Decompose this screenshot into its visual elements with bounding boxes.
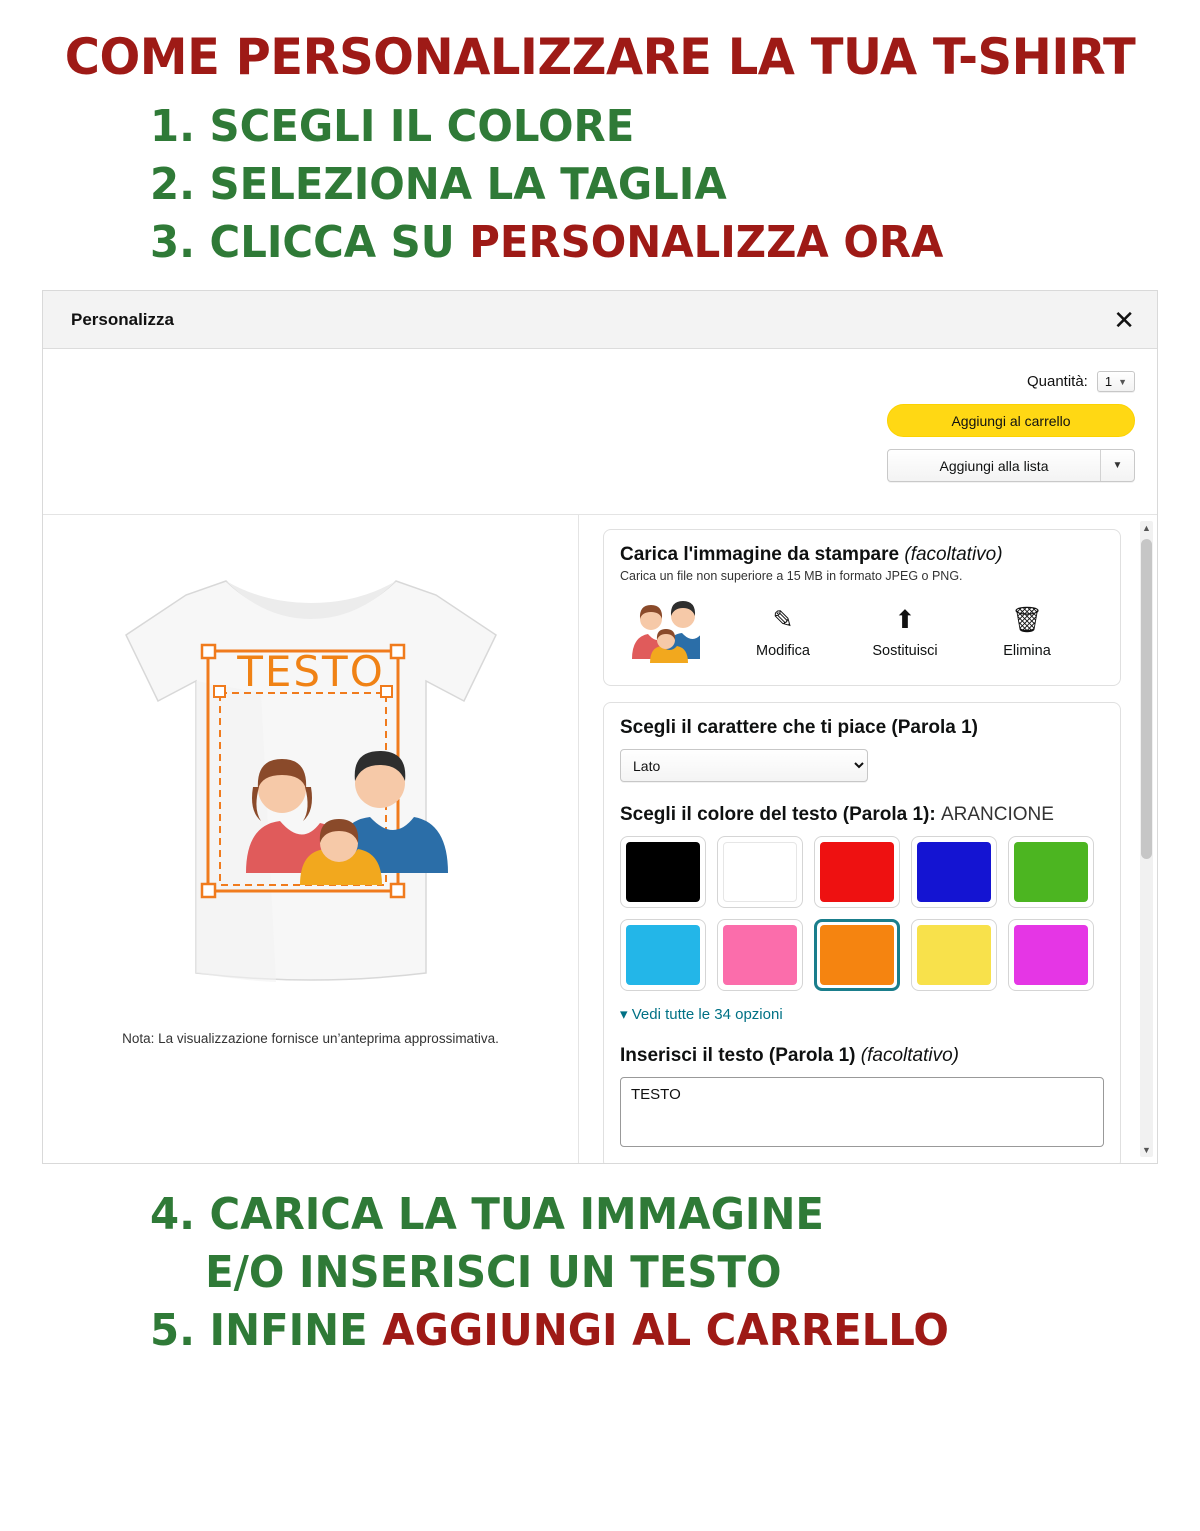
options-pane <box>579 515 1157 1163</box>
step-text: CARICA LA TUA IMMAGINE <box>209 1189 824 1241</box>
color-swatch-bianco[interactable] <box>717 836 803 908</box>
upload-title <box>620 544 1104 566</box>
text-input-field[interactable] <box>620 1077 1104 1147</box>
chevron-down-icon: ▾ <box>620 1006 628 1024</box>
tshirt-graphic <box>96 543 526 1013</box>
edit-image-label: Modifica <box>756 643 810 660</box>
step-item <box>150 1302 1148 1360</box>
buybox <box>43 349 1157 515</box>
upload-icon: ⬆ <box>894 606 916 635</box>
color-swatch-nero[interactable] <box>620 836 706 908</box>
upload-title-optional: (facoltativo) <box>904 544 1003 566</box>
color-swatch-rosa[interactable] <box>717 919 803 991</box>
delete-image-button[interactable] <box>988 605 1066 659</box>
text-color-title <box>620 804 1104 826</box>
step-number: 4. <box>150 1189 195 1241</box>
color-swatch-magenta[interactable] <box>1008 919 1094 991</box>
upload-image-card <box>603 529 1121 686</box>
add-to-list-label: Aggiungi alla lista <box>939 457 1049 474</box>
step-text: INFINE <box>209 1305 383 1357</box>
family-thumbnail-icon <box>626 595 700 669</box>
step-item <box>150 214 1148 272</box>
font-title: Scegli il carattere che ti piace (Parola 1) <box>620 717 978 739</box>
panel-title: Personalizza <box>71 309 174 329</box>
add-to-cart-button[interactable]: Aggiungi al carrello <box>887 404 1135 437</box>
scrollbar-thumb[interactable] <box>1141 539 1152 859</box>
preview-note: Nota: La visualizzazione fornisce un’anteprima approssimativa. <box>122 1031 499 1047</box>
chevron-down-icon[interactable]: ▼ <box>1100 450 1134 481</box>
color-swatch-blu[interactable] <box>911 836 997 908</box>
step-number: 1. <box>150 101 195 152</box>
steps-bottom-list <box>0 1164 1200 1360</box>
add-to-list-button[interactable] <box>887 449 1135 482</box>
scroll-down-icon[interactable]: ▼ <box>1142 1145 1151 1156</box>
step-number: 3. <box>150 217 195 269</box>
step-accent: PERSONALIZZA ORA <box>469 217 944 269</box>
see-all-colors-link[interactable] <box>620 1005 1104 1023</box>
text-color-title-text: Scegli il colore del testo (Parola 1): <box>620 804 936 826</box>
customization-panel <box>42 290 1158 1164</box>
trash-icon: 🗑 <box>1011 606 1043 635</box>
step-text: SCEGLI IL COLORE <box>209 101 635 152</box>
upload-title-text: Carica l'immagine da stampare <box>620 544 905 566</box>
text-input-title-text: Inserisci il testo (Parola 1) <box>620 1045 861 1067</box>
replace-image-button[interactable] <box>866 605 944 659</box>
pencil-icon: ✎ <box>772 606 794 635</box>
page-title: COME PERSONALIZZARE LA TUA T-SHIRT <box>64 28 1136 86</box>
quantity-row <box>887 371 1135 392</box>
replace-image-label: Sostituisci <box>872 643 938 660</box>
quantity-select[interactable] <box>1097 371 1135 392</box>
upload-hint: Carica un file non superiore a 15 MB in formato JPEG o PNG. <box>620 569 963 584</box>
step-item <box>150 156 1148 214</box>
color-swatch-giallo[interactable] <box>911 919 997 991</box>
text-options-card <box>603 702 1121 1163</box>
scroll-up-icon[interactable]: ▲ <box>1142 523 1151 534</box>
step-text: E/O INSERISCI UN TESTO <box>205 1247 782 1299</box>
color-swatch-rosso[interactable] <box>814 836 900 908</box>
step-text: SELEZIONA LA TAGLIA <box>209 159 727 211</box>
panel-header <box>43 291 1157 349</box>
font-select[interactable] <box>620 749 868 782</box>
step-item <box>150 98 1148 156</box>
step-number: 2. <box>150 159 195 211</box>
tshirt-preview[interactable] <box>96 543 526 1013</box>
color-swatch-azzurro[interactable] <box>620 919 706 991</box>
color-swatch-grid <box>620 836 1104 991</box>
step-item <box>150 1186 1148 1244</box>
edit-image-button[interactable] <box>744 605 822 659</box>
options-scrollbar[interactable] <box>1140 521 1153 1157</box>
steps-top-list <box>0 90 1200 278</box>
text-input-title <box>620 1045 1104 1067</box>
quantity-value: 1 <box>1104 374 1113 390</box>
step-number: 5. <box>150 1305 195 1357</box>
preview-pane <box>43 515 579 1163</box>
uploaded-image-thumbnail[interactable] <box>626 595 700 669</box>
delete-image-label: Elimina <box>1003 643 1051 660</box>
text-color-value: ARANCIONE <box>940 804 1054 826</box>
step-accent: AGGIUNGI AL CARRELLO <box>382 1305 949 1357</box>
chevron-down-icon: ▼ <box>1118 376 1127 387</box>
text-input-title-optional: (facoltativo) <box>860 1045 959 1067</box>
quantity-label: Quantità: <box>1026 373 1088 391</box>
step-item <box>150 1244 1148 1302</box>
see-all-colors-label: Vedi tutte le 34 opzioni <box>631 1006 783 1024</box>
step-text: CLICCA SU <box>209 217 470 269</box>
shirt-text-preview: TESTO <box>236 647 385 697</box>
panel-body <box>43 515 1157 1163</box>
color-swatch-arancione[interactable] <box>814 919 900 991</box>
close-icon[interactable]: ✕ <box>1113 304 1135 335</box>
color-swatch-verde[interactable] <box>1008 836 1094 908</box>
